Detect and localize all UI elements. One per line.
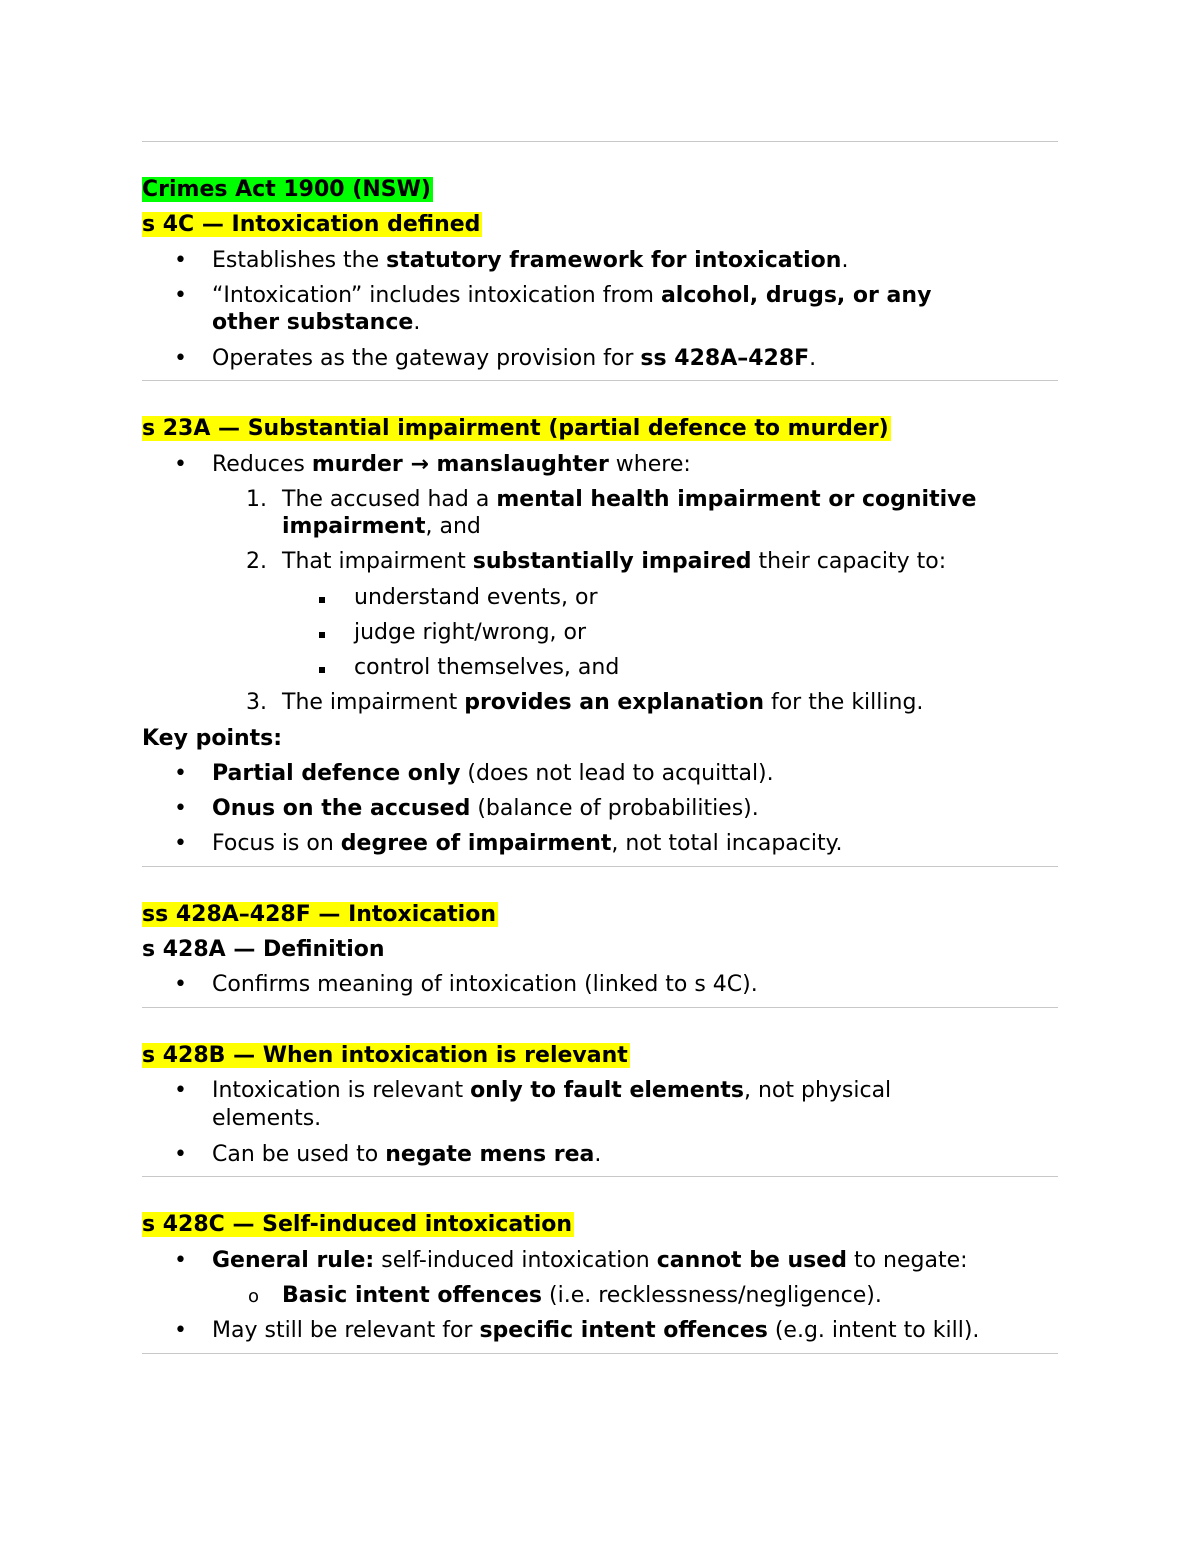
sub-list-item: Basic intent offences (i.e. recklessness/negligence). — [282, 1283, 882, 1308]
divider — [142, 1353, 1058, 1354]
act-title: Crimes Act 1900 (NSW) — [142, 177, 431, 202]
bullet-icon: • — [174, 452, 187, 477]
section-heading-s428b: s 428B — When intoxication is relevant — [142, 1043, 628, 1068]
section-heading-s428: ss 428A–428F — Intoxication — [142, 902, 496, 927]
circle-bullet-icon: o — [248, 1286, 260, 1307]
bullet-icon: • — [174, 761, 187, 786]
list-item-continuation: elements. — [212, 1106, 322, 1131]
sub-heading-s428a: s 428A — Definition — [142, 937, 385, 962]
list-item-continuation: other substance. — [212, 310, 421, 335]
sub-list-item: understand events, or — [354, 585, 598, 610]
list-item: Focus is on degree of impairment, not total incapacity. — [212, 831, 843, 856]
list-item: Onus on the accused (balance of probabilities). — [212, 796, 759, 821]
bullet-icon: • — [174, 796, 187, 821]
bullet-icon: • — [174, 346, 187, 371]
divider — [142, 866, 1058, 867]
section-heading-s4c: s 4C — Intoxication defined — [142, 212, 481, 237]
numbered-item-continuation: impairment, and — [282, 514, 481, 539]
divider — [142, 1007, 1058, 1008]
list-item: Confirms meaning of intoxication (linked to s 4C). — [212, 972, 758, 997]
bullet-icon: • — [174, 972, 187, 997]
square-bullet-icon — [319, 667, 325, 673]
list-item: Establishes the statutory framework for intoxication. — [212, 248, 849, 273]
list-number: 2. — [246, 549, 267, 574]
list-item: General rule: self-induced intoxication cannot be used to negate: — [212, 1248, 968, 1273]
square-bullet-icon — [319, 632, 325, 638]
list-item: Reduces murder → manslaughter where: — [212, 452, 691, 477]
bullet-icon: • — [174, 1078, 187, 1103]
numbered-item: The accused had a mental health impairment or cognitive — [282, 487, 977, 512]
list-item: Partial defence only (does not lead to acquittal). — [212, 761, 774, 786]
divider — [142, 1176, 1058, 1177]
list-number: 1. — [246, 487, 267, 512]
bullet-icon: • — [174, 248, 187, 273]
list-item: Operates as the gateway provision for ss 428A–428F. — [212, 346, 817, 371]
list-item: May still be relevant for specific intent offences (e.g. intent to kill). — [212, 1318, 980, 1343]
divider — [142, 141, 1058, 142]
section-heading-s23a: s 23A — Substantial impairment (partial defence to murder) — [142, 416, 889, 441]
bullet-icon: • — [174, 283, 187, 308]
numbered-item: The impairment provides an explanation for the killing. — [282, 690, 924, 715]
divider — [142, 380, 1058, 381]
list-number: 3. — [246, 690, 267, 715]
bullet-icon: • — [174, 1318, 187, 1343]
key-points-label: Key points: — [142, 726, 283, 751]
list-item: “Intoxication” includes intoxication from alcohol, drugs, or any — [212, 283, 932, 308]
numbered-item: That impairment substantially impaired their capacity to: — [282, 549, 947, 574]
bullet-icon: • — [174, 1142, 187, 1167]
sub-list-item: control themselves, and — [354, 655, 620, 680]
section-heading-s428c: s 428C — Self-induced intoxication — [142, 1212, 573, 1237]
square-bullet-icon — [319, 597, 325, 603]
sub-list-item: judge right/wrong, or — [354, 620, 587, 645]
bullet-icon: • — [174, 831, 187, 856]
list-item: Can be used to negate mens rea. — [212, 1142, 602, 1167]
bullet-icon: • — [174, 1248, 187, 1273]
list-item: Intoxication is relevant only to fault elements, not physical — [212, 1078, 892, 1103]
